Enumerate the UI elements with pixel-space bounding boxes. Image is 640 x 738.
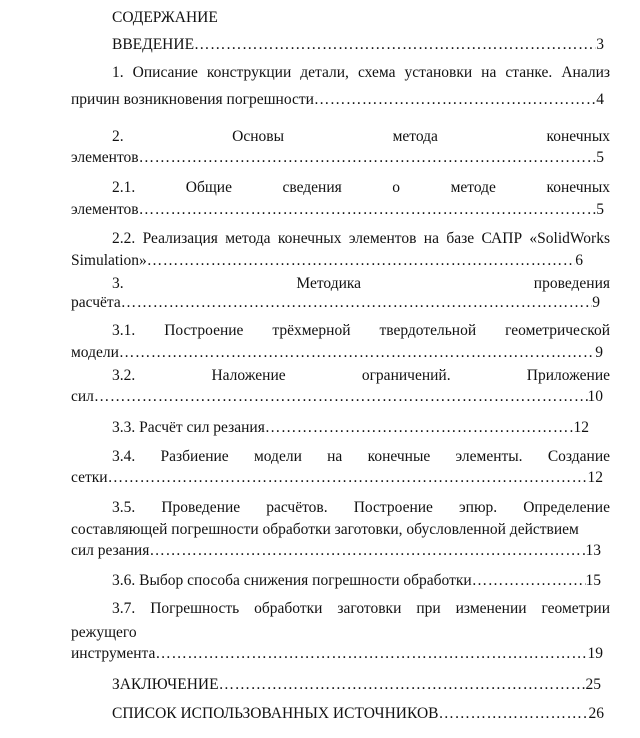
toc-entry-title: сетки xyxy=(71,469,108,486)
dot-leader xyxy=(194,35,596,55)
dot-leader xyxy=(119,343,595,363)
toc-entry-title: 3. Методика проведения xyxy=(112,275,610,292)
toc-entry-title: 2. Основы метода конечных xyxy=(112,128,610,145)
toc-entry-title: 3.4. Разбиение модели на конечные элементы. Создание xyxy=(112,448,610,465)
toc-entry-text-line xyxy=(112,127,610,147)
toc-title: СОДЕРЖАНИЕ xyxy=(112,9,218,26)
toc-page-number: 12 xyxy=(587,469,603,486)
toc-entry-title: 1. Описание конструкции детали, схема установки на станке. Анализ xyxy=(112,64,610,81)
toc-entry-line xyxy=(71,343,603,363)
toc-entry-title: инструмента xyxy=(71,645,156,662)
dot-leader xyxy=(472,571,586,591)
toc-entry-line xyxy=(112,418,589,438)
toc-entry-text-line xyxy=(112,178,610,198)
dot-leader xyxy=(147,251,575,271)
dot-leader xyxy=(149,541,585,561)
toc-entry-line xyxy=(71,200,604,220)
toc-entry-text-line xyxy=(112,599,610,619)
toc-entry-title: 3.1. Построение трёхмерной твердотельной геометрической xyxy=(112,322,610,339)
toc-entry-title: 3.2. Наложение ограничений. Приложение xyxy=(112,367,610,384)
dot-leader xyxy=(121,293,593,313)
toc-entry-text-line xyxy=(112,229,610,249)
toc-entry-title: сил xyxy=(71,388,94,405)
dot-leader xyxy=(139,200,597,220)
dot-leader xyxy=(265,418,574,438)
toc-page-number: 10 xyxy=(587,388,603,405)
toc-entry-line xyxy=(112,675,601,695)
toc-entry-line xyxy=(71,541,601,561)
dot-leader xyxy=(438,704,588,724)
toc-entry-text-line xyxy=(112,366,610,386)
toc-entry-text-line xyxy=(71,623,137,643)
toc-page-number: 6 xyxy=(575,252,583,269)
toc-entry-title: 3.6. Выбор способа снижения погрешности обработки xyxy=(112,572,472,589)
toc-entry-text-line xyxy=(112,498,610,518)
toc-entry-line xyxy=(112,704,604,724)
toc-entry-line xyxy=(71,148,604,168)
toc-entry-title: сил резания xyxy=(71,542,150,559)
toc-entry-title: Simulation» xyxy=(71,252,147,269)
toc-entry-title: расчёта xyxy=(71,294,121,311)
toc-entry-text-line xyxy=(112,321,610,341)
toc-entry-text-line xyxy=(112,274,610,294)
toc-page-number: 5 xyxy=(596,149,604,166)
toc-entry-line xyxy=(71,251,583,271)
toc-page-number: 26 xyxy=(588,705,604,722)
toc-entry-title: ВВЕДЕНИЕ xyxy=(112,36,195,53)
dot-leader xyxy=(108,468,588,488)
toc-entry-text-line xyxy=(112,447,610,467)
toc-entry-text-line xyxy=(71,520,610,540)
dot-leader xyxy=(155,644,587,664)
toc-page-number: 5 xyxy=(596,201,604,218)
toc-entry-line xyxy=(71,293,600,313)
dot-leader xyxy=(94,387,588,407)
toc-page-number: 3 xyxy=(596,36,604,53)
dot-leader xyxy=(219,675,586,695)
toc-entry-title: СПИСОК ИСПОЛЬЗОВАННЫХ ИСТОЧНИКОВ xyxy=(112,705,439,722)
toc-entry-line xyxy=(112,571,601,591)
toc-entry-title: элементов xyxy=(71,201,139,218)
toc-page-number: 9 xyxy=(592,294,600,311)
toc-entry-line xyxy=(71,90,604,110)
toc-page-number: 12 xyxy=(573,419,589,436)
toc-page-number: 13 xyxy=(585,542,601,559)
toc-entry-text-line xyxy=(112,63,610,83)
toc-entry-title: 2.1. Общие сведения о методе конечных xyxy=(112,179,610,196)
toc-entry-line xyxy=(71,387,603,407)
dot-leader xyxy=(139,148,597,168)
toc-entry-title: элементов xyxy=(71,149,139,166)
toc-entry-line xyxy=(71,644,603,664)
toc-entry-title: режущего xyxy=(71,624,137,641)
toc-page-number: 25 xyxy=(585,676,601,693)
toc-entry-title: причин возникновения погрешности xyxy=(71,91,314,108)
toc-entry-title: ЗАКЛЮЧЕНИЕ xyxy=(112,676,219,693)
toc-entry-title: 3.5. Проведение расчётов. Построение эпюр. Определение xyxy=(112,499,610,516)
toc-entry-title: 3.7. Погрешность обработки заготовки при изменении геометрии xyxy=(112,600,610,617)
toc-page-number: 4 xyxy=(596,91,604,108)
dot-leader xyxy=(314,90,596,110)
toc-page-number: 9 xyxy=(595,344,603,361)
toc-entry-title: 3.3. Расчёт сил резания xyxy=(112,419,265,436)
toc-entry-title: составляющей погрешности обработки заготовки, обусловленной действием xyxy=(71,521,579,538)
toc-entry-title: модели xyxy=(71,344,119,361)
toc-entry-line xyxy=(112,35,604,55)
toc-page-number: 19 xyxy=(587,645,603,662)
toc-entry-title: 2.2. Реализация метода конечных элементов на базе САПР «SolidWorks xyxy=(112,230,610,247)
toc-entry-line xyxy=(71,468,603,488)
toc-page-number: 15 xyxy=(585,572,601,589)
